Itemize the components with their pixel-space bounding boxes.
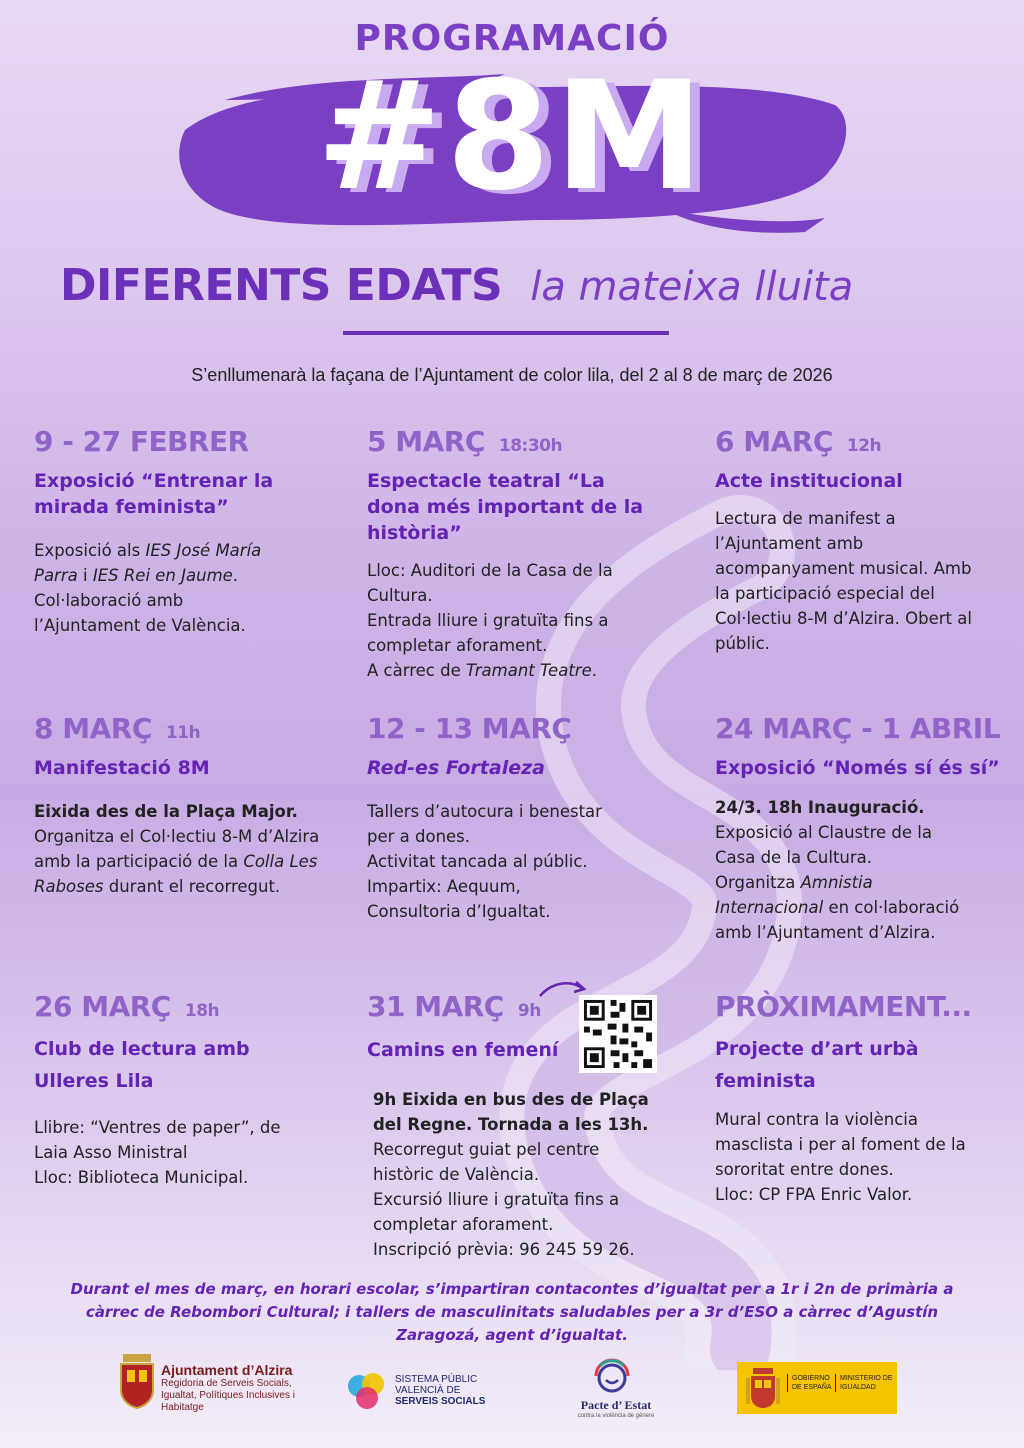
event-date: 9 - 27 FEBRER [34, 425, 249, 458]
serveis-socials-logo [345, 1350, 515, 1430]
event-desc: Mural contra la violència masclista i per al foment de la sororitat entre dones. Lloc: CP FPA Enric Valor. [715, 1110, 966, 1204]
event-6 [715, 712, 1015, 945]
event-title: Camins en femení [367, 1039, 559, 1061]
event-date: 26 MARÇ [34, 990, 171, 1023]
event-title: Espectacle teatral “La dona més important de la història” [367, 470, 644, 544]
event-date: 5 MARÇ [367, 425, 485, 458]
event-desc: 9h Eixida en bus des de Plaça del Regne. Tornada a les 13h. Recorregut guiat pel centre històric de València. Excursió lliure i gratuïta fins a completar aforament. Inscripció prèvia: 96 245 59 26. [373, 1090, 649, 1259]
event-desc: Eixida des de la Plaça Major. Organitza el Col·lectiu 8-M d’Alzira amb la participació de la Colla Les Raboses durant el recorregut. [34, 802, 320, 896]
event-time: 18h [184, 1001, 220, 1021]
event-title: Club de lectura amb Ulleres Lila [34, 1038, 250, 1092]
ssocials-line3: SERVEIS SOCIALS [395, 1396, 486, 1407]
event-3 [715, 425, 1015, 656]
tagline-italic: la mateixa lluita [530, 264, 854, 310]
event-9 [715, 990, 1015, 1207]
event-title: Manifestació 8M [34, 757, 210, 779]
event-desc: Llibre: “Ventres de paper”, de Laia Asso Ministral Lloc: Biblioteca Municipal. [34, 1118, 281, 1187]
spain-coat-of-arms-icon [745, 1366, 781, 1410]
tagline [60, 260, 960, 311]
ajuntament-alzira-logo [105, 1350, 305, 1430]
event-date: 31 MARÇ [367, 990, 504, 1023]
ssocials-line1: SISTEMA PÚBLIC [395, 1374, 478, 1385]
event-desc: Tallers d’autocura i benestar per a dones. Activitat tancada al públic. Impartix: Aequum, Consultoria d’Igualtat. [367, 802, 602, 921]
alzira-title: Ajuntament d’Alzira [161, 1362, 293, 1378]
event-date: PRÒXIMAMENT... [715, 990, 972, 1023]
alzira-sub: Regidoria de Serveis Socials, Igualtat, Polítiques Inclusives i Habitatge [161, 1378, 295, 1413]
programacio-heading: PROGRAMACIÓ [354, 18, 670, 59]
colored-circles-icon [345, 1370, 389, 1414]
notice-text: S’enllumenarà la façana de l’Ajuntament de color lila, del 2 al 8 de març de 2026 [191, 365, 833, 385]
event-title: Exposició “Només sí és sí” [715, 757, 1000, 779]
event-4 [34, 712, 334, 899]
divider [343, 331, 669, 335]
event-5 [367, 712, 667, 924]
event-time: 18:30h [498, 436, 563, 456]
ministerio-text: MINISTERIO DE IGUALDAD [835, 1374, 896, 1392]
gob-text: GOBIERNO DE ESPAÑA [787, 1374, 832, 1392]
event-title: Red-es Fortaleza [367, 757, 545, 779]
event-time: 12h [846, 436, 882, 456]
event-time: 11h [165, 723, 201, 743]
event-title: Projecte d’art urbà feminista [715, 1038, 919, 1092]
event-date: 12 - 13 MARÇ [367, 712, 572, 745]
event-title: Acte institucional [715, 470, 903, 492]
smile-circle-icon [590, 1356, 634, 1396]
pacte-estat-logo [570, 1350, 660, 1430]
pacte-sub: contra la violència de gènere [577, 1413, 655, 1419]
hashtag-8m: #8M [316, 50, 708, 224]
tagline-bold: DIFERENTS EDATS [60, 260, 503, 311]
event-date: 8 MARÇ [34, 712, 152, 745]
bottom-note: Durant el mes de març, en horari escolar, s’impartiran contacontes d’igualtat per a 1r i 2n de primària a càrrec de Rebombori Cultural; i tallers de masculinitats saludables per a 3r d’ESO a càrrec d’Agustín Zaragozá, agent d’igualtat. [70, 1280, 954, 1344]
event-7 [34, 990, 334, 1190]
event-1 [34, 425, 334, 638]
event-date: 24 MARÇ - 1 ABRIL [715, 712, 1001, 745]
coat-of-arms-icon [117, 1354, 157, 1410]
pacte-title: Pacte d’ Estat [580, 1398, 652, 1412]
ssocials-line2: VALENCIÀ DE [395, 1385, 461, 1396]
event-desc: Exposició als IES José María Parra i IES Rei en Jaume. Col·laboració amb l’Ajuntament de València. [34, 541, 262, 635]
event-desc: Lectura de manifest a l’Ajuntament amb acompanyament musical. Amb la participació especial del Col·lectiu 8-M d’Alzira. Obert al públic. [715, 509, 972, 653]
event-date: 6 MARÇ [715, 425, 833, 458]
event-desc: Lloc: Auditori de la Casa de la Cultura. Entrada lliure i gratuïta fins a completar aforament. A càrrec de Tramant Teatre. [367, 561, 613, 680]
event-time: 9h [517, 1001, 541, 1021]
qr-code-icon[interactable] [579, 995, 657, 1073]
gobierno-espana-logo [737, 1350, 897, 1430]
event-title: Exposició “Entrenar la mirada feminista” [34, 470, 274, 518]
event-2 [367, 425, 667, 683]
event-desc: 24/3. 18h Inauguració. Exposició al Claustre de la Casa de la Cultura. Organitza Amnistia Internacional en col·laboració amb l’Ajuntament d’Alzira. [715, 798, 960, 942]
